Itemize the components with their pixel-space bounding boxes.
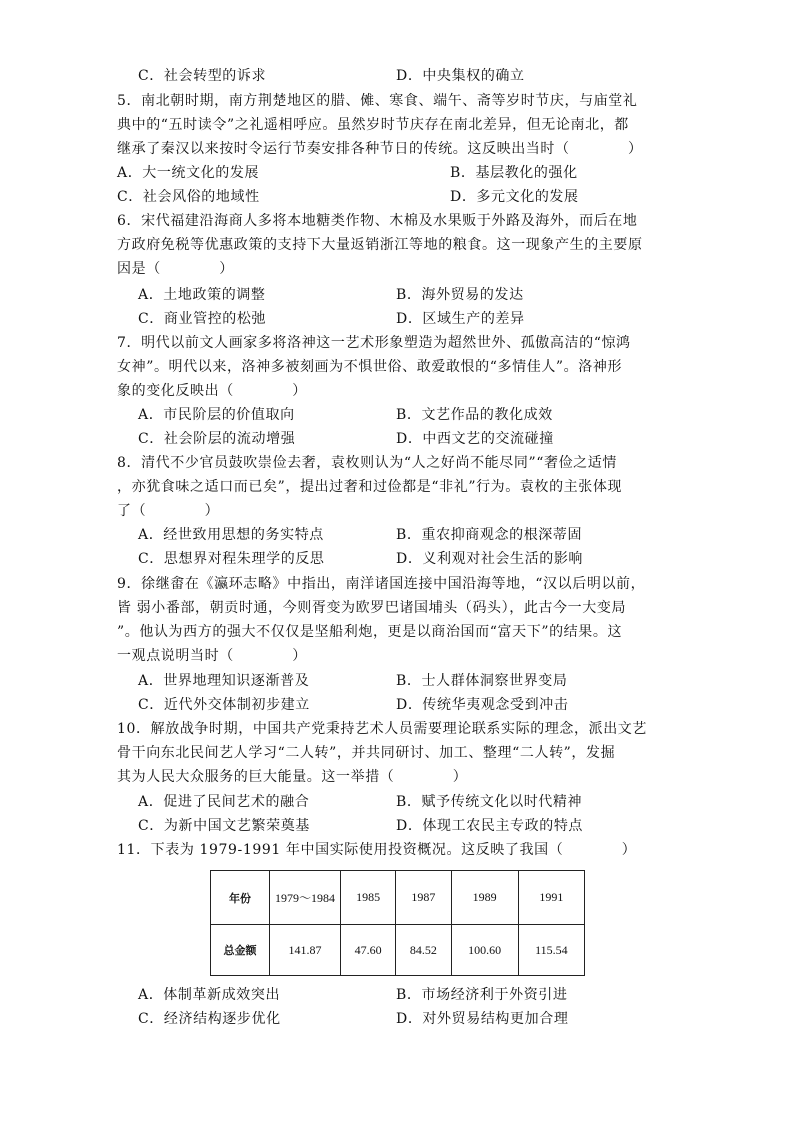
q9-stem-line-4: 一观点说明当时（ ） bbox=[117, 648, 307, 664]
q6-stem-line-1: 6．宋代福建沿海商人多将本地糖类作物、木棉及水果贩于外路及海外，而后在地 bbox=[117, 213, 638, 229]
table-cell-amount: 84.52 bbox=[396, 925, 451, 976]
table-row-amounts bbox=[211, 925, 585, 976]
table-row-years bbox=[211, 871, 585, 925]
q4-option-d: D．中央集权的确立 bbox=[396, 68, 525, 84]
table-cell-amount: 115.54 bbox=[518, 925, 584, 976]
q6-option-a: A．土地政策的调整 bbox=[138, 287, 266, 303]
q7-option-c: C．社会阶层的流动增强 bbox=[138, 431, 296, 447]
q10-option-b: B．赋予传统文化以时代精神 bbox=[396, 794, 583, 810]
q8-option-b: B．重农抑商观念的根深蒂固 bbox=[396, 527, 583, 543]
table-cell-amount: 100.60 bbox=[451, 925, 518, 976]
table-cell-year: 1989 bbox=[451, 871, 518, 925]
q9-option-c: C．近代外交体制初步建立 bbox=[138, 697, 310, 713]
q8-stem-line-2: ，亦犹食味之适口而已矣”，提出过奢和过俭都是“非礼”行为。袁枚的主张体现 bbox=[117, 479, 623, 495]
q9-stem-line-3: ”。他认为西方的强大不仅仅是坚船利炮，更是以商治国而“富天下”的结果。这 bbox=[117, 624, 623, 640]
q10-stem-line-1: 10．解放战争时期，中国共产党秉持艺术人员需要理论联系实际的理念，派出文艺 bbox=[117, 721, 648, 737]
q8-option-a: A．经世致用思想的务实特点 bbox=[138, 527, 324, 543]
q8-stem-line-3: 了（ ） bbox=[117, 503, 220, 519]
q11-option-c: C．经济结构逐步优化 bbox=[138, 1011, 281, 1027]
q9-stem-line-1: 9．徐继畬在《瀛环志略》中指出，南洋诸国连接中国沿海等地，“汉以后明以前， bbox=[117, 576, 646, 592]
table-header-amount: 总金额 bbox=[211, 925, 270, 976]
q7-option-b: B．文艺作品的教化成效 bbox=[396, 407, 553, 423]
q11-option-a: A．体制革新成效突出 bbox=[138, 987, 281, 1003]
q5-option-c: C．社会风俗的地域性 bbox=[117, 189, 260, 205]
q7-stem-line-3: 象的变化反映出（ ） bbox=[117, 383, 307, 399]
q6-option-c: C．商业管控的松弛 bbox=[138, 311, 267, 327]
q7-option-d: D．中西文艺的交流碰撞 bbox=[396, 431, 554, 447]
q10-option-a: A．促进了民间艺术的融合 bbox=[138, 794, 310, 810]
table-cell-year: 1979～1984 bbox=[270, 871, 341, 925]
q6-stem-line-3: 因是（ ） bbox=[117, 261, 234, 277]
q7-stem-line-2: 女神”。明代以来，洛神多被刻画为不惧世俗、敢爱敢恨的“多情佳人”。洛神形 bbox=[117, 359, 623, 375]
q5-stem-line-2: 典中的“五时读令”之礼遥相呼应。虽然岁时节庆存在南北差异，但无论南北，都 bbox=[117, 117, 629, 133]
q7-option-a: A．市民阶层的价值取向 bbox=[138, 407, 295, 423]
q8-option-d: D．义利观对社会生活的影响 bbox=[396, 551, 584, 567]
q8-stem-line-1: 8．清代不少官员鼓吹崇俭去奢，袁枚则认为“人之好尚不能尽同”“奢俭之适情 bbox=[117, 455, 617, 471]
q9-option-a: A．世界地理知识逐渐普及 bbox=[138, 673, 310, 689]
q5-option-d: D．多元文化的发展 bbox=[450, 189, 579, 205]
q6-stem-line-2: 方政府免税等优惠政策的支持下大量返销浙江等地的粮食。这一现象产生的主要原 bbox=[117, 237, 643, 253]
table-cell-amount: 141.87 bbox=[270, 925, 341, 976]
table-cell-amount: 47.60 bbox=[341, 925, 396, 976]
q8-option-c: C．思想界对程朱理学的反思 bbox=[138, 551, 325, 567]
q10-stem-line-3: 其为人民大众服务的巨大能量。这一举措（ ） bbox=[117, 769, 468, 785]
q5-option-a: A．大一统文化的发展 bbox=[117, 165, 260, 181]
q4-option-c: C．社会转型的诉求 bbox=[138, 68, 267, 84]
q5-stem-line-3: 继承了秦汉以来按时令运行节奏安排各种节日的传统。这反映出当时（ ） bbox=[117, 141, 643, 157]
q11-option-b: B．市场经济利于外资引进 bbox=[396, 987, 568, 1003]
table-cell-year: 1991 bbox=[518, 871, 584, 925]
table-cell-year: 1987 bbox=[396, 871, 451, 925]
table-header-year: 年份 bbox=[211, 871, 270, 925]
q5-option-b: B．基层教化的强化 bbox=[450, 165, 578, 181]
q11-stem-line-1: 11．下表为 1979-1991 年中国实际使用投资概况。这反映了我国（ ） bbox=[117, 842, 637, 858]
q10-stem-line-2: 骨干向东北民间艺人学习“二人转”，并共同研讨、加工、整理“二人转”，发掘 bbox=[117, 745, 616, 761]
q10-option-d: D．体现工农民主专政的特点 bbox=[396, 818, 584, 834]
q9-option-b: B．士人群体洞察世界变局 bbox=[396, 673, 568, 689]
q7-stem-line-1: 7．明代以前文人画家多将洛神这一艺术形象塑造为超然世外、孤傲高洁的“惊鸿 bbox=[117, 335, 631, 351]
investment-table bbox=[210, 870, 585, 976]
q9-stem-line-2: 皆 弱小番部，朝贡时通，今则胥变为欧罗巴诸国埔头（码头），此古今一大变局 bbox=[117, 600, 627, 616]
q9-option-d: D．传统华夷观念受到冲击 bbox=[396, 697, 569, 713]
q11-option-d: D．对外贸易结构更加合理 bbox=[396, 1011, 569, 1027]
q5-stem-line-1: 5．南北朝时期，南方荆楚地区的腊、傩、寒食、端午、斋等岁时节庆，与庙堂礼 bbox=[117, 93, 638, 109]
q6-option-b: B．海外贸易的发达 bbox=[396, 287, 524, 303]
q10-option-c: C．为新中国文艺繁荣奠基 bbox=[138, 818, 310, 834]
q6-option-d: D．区域生产的差异 bbox=[396, 311, 525, 327]
table-cell-year: 1985 bbox=[341, 871, 396, 925]
